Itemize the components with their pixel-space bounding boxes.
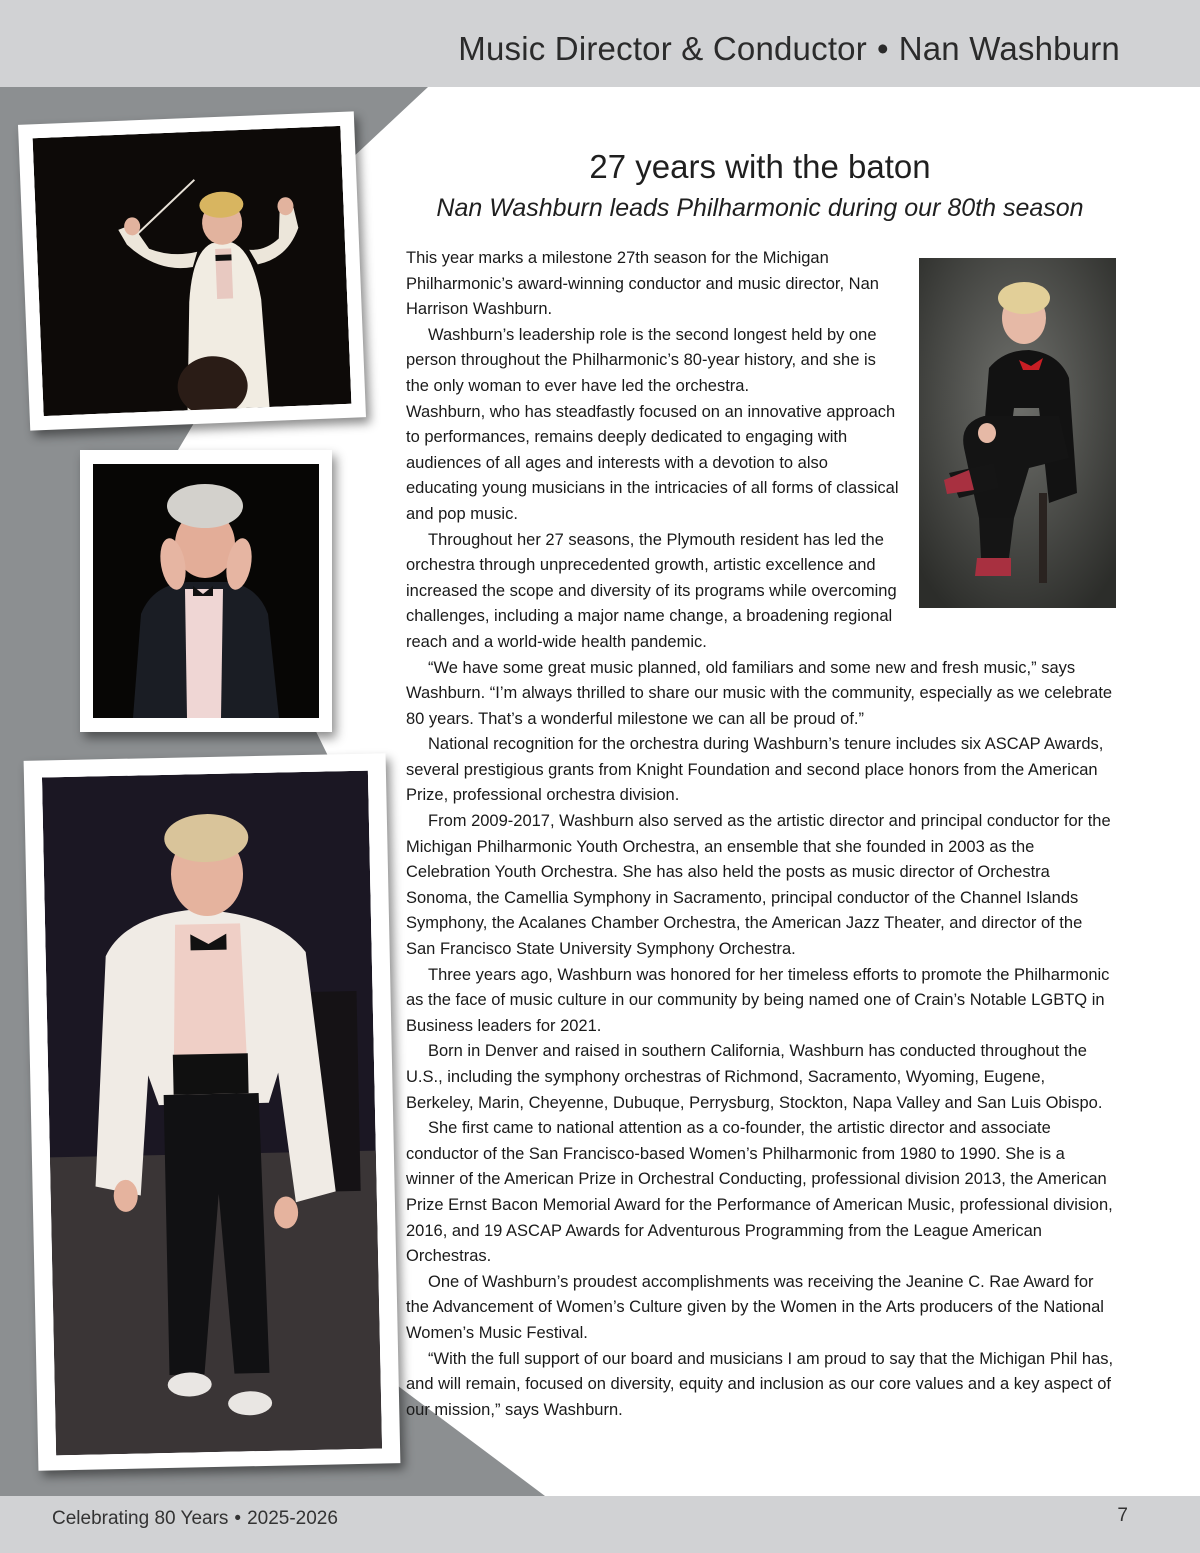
article-paragraph: This year marks a milestone 27th season for the Michigan Philharmonic’s award-winning conductor and music director, Nan Harrison Washburn. bbox=[406, 249, 879, 319]
stage-walk-photo bbox=[42, 771, 382, 1456]
article-paragraph: Born in Denver and raised in southern California, Washburn has conducted throughout the U.S., including the symphony orchestras of Richmond, Sacramento, Wyoming, Eugene, Berkeley, Marin, Cheyenne, Dubuque, Perrysburg, Stockton, Napa Valley and San Luis Obispo. bbox=[406, 1042, 1103, 1112]
header-section-title: Music Director & Conductor bbox=[458, 30, 867, 67]
page-number: 7 bbox=[1117, 1505, 1128, 1526]
article-paragraph: Three years ago, Washburn was honored for her timeless efforts to promote the Philharmonic as the face of music culture in our community by being named one of Crain’s Notable LGBTQ in Business leaders for 2021. bbox=[406, 965, 1110, 1035]
article-headline: 27 years with the baton bbox=[589, 148, 931, 185]
footer-separator: • bbox=[234, 1508, 242, 1529]
article-body bbox=[406, 246, 1116, 1423]
conducting-photo-frame bbox=[18, 111, 366, 430]
header-separator: • bbox=[876, 30, 889, 67]
article-paragraph: “We have some great music planned, old familiars and some new and fresh music,” says Washburn. “I’m always thrilled to share our music with the community, especially as we celebrate 80 years. That’s a wonderful milestone we can all be proud of.” bbox=[406, 658, 1113, 728]
article-paragraph: “With the full support of our board and musicians I am proud to say that the Michigan Phil has, and will remain, focused on diversity, equity and inclusion as our core values and a key aspect of our mission,” says Washburn. bbox=[406, 1349, 1114, 1419]
footer-season: 2025-2026 bbox=[247, 1508, 338, 1529]
applauding-photo bbox=[93, 464, 319, 718]
stage-walk-photo-frame bbox=[24, 753, 401, 1470]
article-paragraph: From 2009-2017, Washburn also served as the artistic director and principal conductor for the Michigan Philharmonic Youth Orchestra, an ensemble that she founded in 2003 as the Celebration Youth Orchestra. She has also held the posts as music director of Orchestra Sonoma, the Camellia Symphony in Sacramento, principal conductor of the Channel Islands Symphony, the Acalanes Chamber Orchestra, the American Jazz Theater, and director of the San Francisco State University Symphony Orchestra. bbox=[406, 812, 1111, 959]
article-paragraph: National recognition for the orchestra during Washburn’s tenure includes six ASCAP Awards, several prestigious grants from Knight Foundation and second place honors from the American Prize, professional orchestra division. bbox=[406, 735, 1104, 805]
seated-portrait-photo bbox=[919, 258, 1116, 608]
applauding-photo-frame bbox=[80, 450, 332, 732]
article-paragraph: She first came to national attention as a co-founder, the artistic director and associate conductor of the San Francisco-based Women’s Philharmonic from 1980 to 1990. She is a winner of the American Prize in Orchestral Conducting, professional division 2013, the American Prize Ernst Bacon Memorial Award for the Performance of American Music, professional division, 2016, and 19 ASCAP Awards for Adventurous Programming from the League American Orchestras. bbox=[406, 1119, 1113, 1266]
article-paragraph: Throughout her 27 seasons, the Plymouth resident has led the orchestra through unprecedented growth, artistic excellence and increased the scope and diversity of its programs while overcoming challenges, including a major name change, a broadening regional reach and a world-wide health pandemic. bbox=[406, 530, 897, 651]
article-paragraph: Washburn, who has steadfastly focused on an innovative approach to performances, remains deeply dedicated to engaging with audiences of all ages and interests with a devotion to also educating young musicians in the intricacies of all forms of classical and pop music. bbox=[406, 402, 899, 523]
article-paragraph: Washburn’s leadership role is the second longest held by one person throughout the Philharmonic’s 80-year history, and she is the only woman to ever have led the orchestra. bbox=[406, 325, 877, 395]
footer-celebrating: Celebrating 80 Years bbox=[52, 1508, 229, 1529]
page-header-title bbox=[458, 30, 1120, 68]
header-person-name: Nan Washburn bbox=[898, 30, 1120, 67]
article-subheadline: Nan Washburn leads Philharmonic during our 80th season bbox=[436, 194, 1084, 222]
conducting-photo bbox=[33, 126, 352, 416]
footer-publication-label bbox=[52, 1508, 338, 1530]
article-paragraph: One of Washburn’s proudest accomplishments was receiving the Jeanine C. Rae Award for the Advancement of Women’s Culture given by the Women in the Arts producers of the National Women’s Music Festival. bbox=[406, 1272, 1104, 1342]
